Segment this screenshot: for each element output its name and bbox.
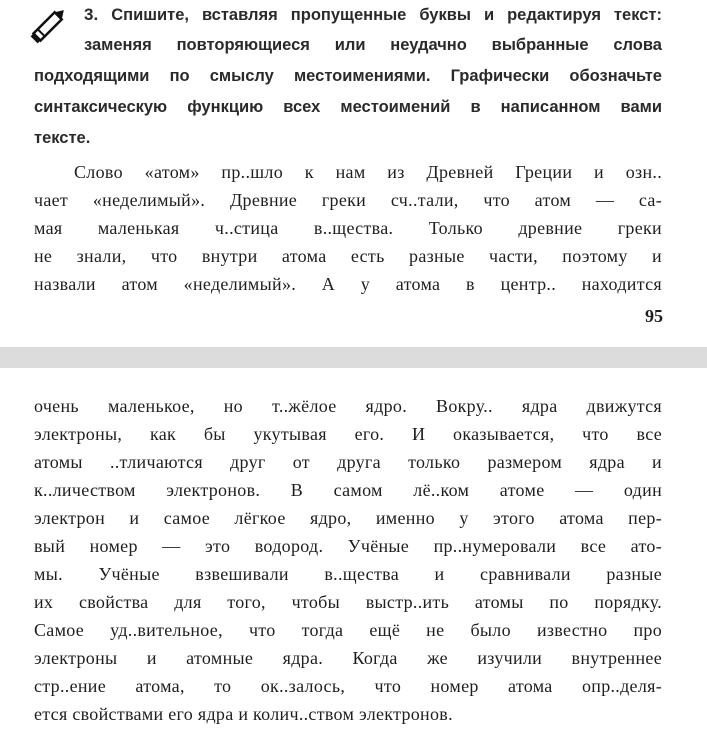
text-line: очень маленькое, но т..жёлое ядро. Вокру.. ядра движутся (34, 396, 662, 416)
task-line-5: тексте. (34, 129, 91, 147)
text-line: чает «неделимый». Древние греки сч..тали, что атом — са- (34, 190, 662, 210)
pencil-icon (26, 2, 72, 48)
text-line: мы. Учёные взвешивали в..щества и сравнивали разные (34, 564, 662, 584)
task-line-2: заменяя повторяющиеся или неудачно выбранные слова (84, 36, 662, 54)
text-line: Слово «атом» пр..шло к нам из Древней Греции и озн.. (74, 162, 662, 182)
text-line: стр..ение атома, то ок..залось, что номер атома опр..деля- (34, 676, 662, 696)
task-line-3: подходящими по смыслу местоимениями. Графически обозначьте (34, 67, 662, 85)
task-line-1: Спишите, вставляя пропущенные буквы и редактируя текст: (111, 6, 662, 24)
task-line-4: синтаксическую функцию всех местоимений в написанном вами (34, 98, 662, 116)
textbook-page-lower (0, 368, 707, 754)
text-line: электроны, как бы укутывая его. И оказывается, что все (34, 424, 662, 444)
text-line: к..личеством электронов. В самом лё..ком атоме — один (34, 480, 662, 500)
text-line: атомы ..тличаются друг от друга только размером ядра и (34, 452, 662, 472)
text-line: ется свойствами его ядра и колич..ством электронов. (34, 704, 453, 724)
text-line: назвали атом «неделимый». А у атома в центр.. находится (34, 274, 662, 294)
text-line: не знали, что внутри атома есть разные части, поэтому и (34, 246, 662, 266)
text-line: их свойства для того, чтобы выстр..ить атомы по порядку. (34, 592, 662, 612)
text-line: электрон и самое лёгкое ядро, именно у этого атома пер- (34, 508, 662, 528)
text-line: вый номер — это водород. Учёные пр..нумеровали все ато- (34, 536, 662, 556)
textbook-page-upper (0, 0, 707, 347)
task-number: 3. (84, 5, 99, 24)
text-line: электроны и атомные ядра. Когда же изучили внутреннее (34, 648, 662, 668)
task-first-line (84, 5, 662, 25)
text-line: Самое уд..вительное, что тогда ещё не было известно про (34, 620, 662, 640)
page-number: 95 (645, 306, 663, 326)
text-line: мая маленькая ч..стица в..щества. Только древние греки (34, 218, 662, 238)
